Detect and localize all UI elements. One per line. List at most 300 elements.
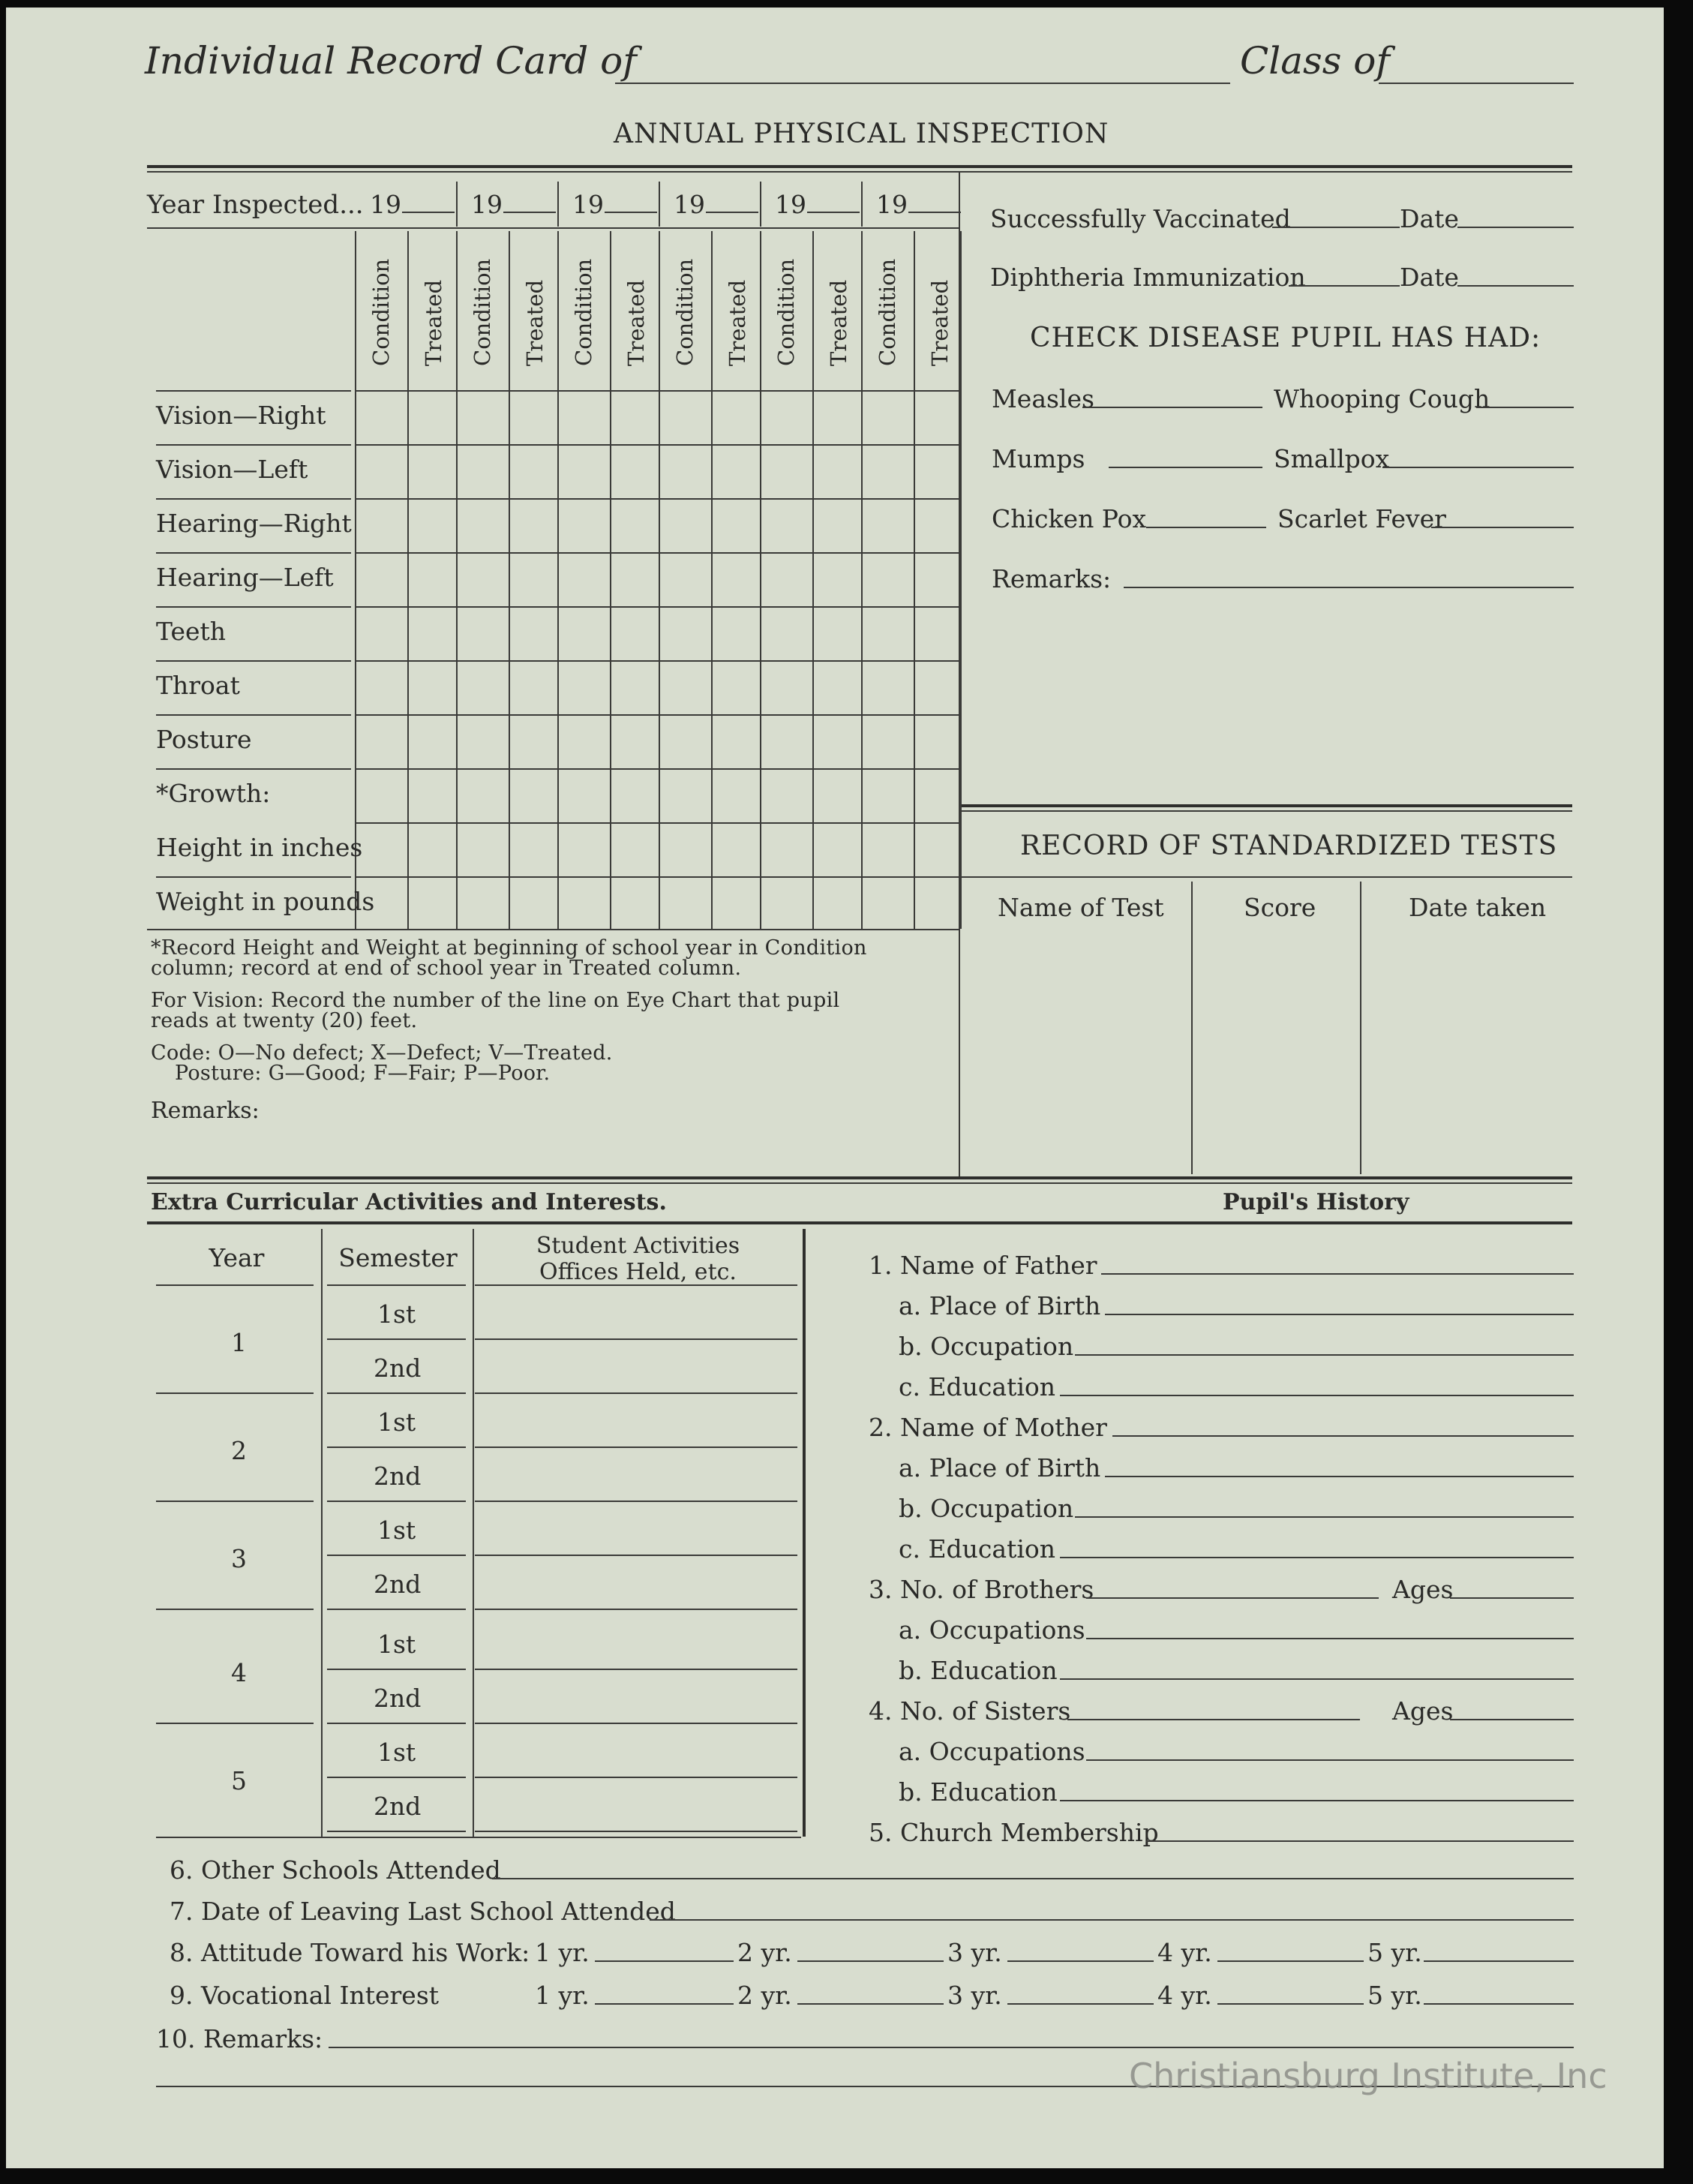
- grid-cell[interactable]: [611, 393, 657, 441]
- grid-cell[interactable]: [356, 447, 406, 495]
- grid-cell[interactable]: [814, 663, 860, 711]
- grid-cell[interactable]: [713, 447, 758, 495]
- grid-cell[interactable]: [559, 555, 608, 603]
- vaccinated-date-label: Date: [1400, 204, 1459, 233]
- year-end-rule: [156, 1609, 314, 1610]
- grid-cell[interactable]: [814, 771, 860, 819]
- grid-cell[interactable]: [915, 771, 959, 819]
- attitude-3yr: 3 yr.: [947, 1938, 1002, 1967]
- attitude-4yr: 4 yr.: [1157, 1938, 1212, 1967]
- grid-cell[interactable]: [863, 555, 912, 603]
- diphtheria-label: Diphtheria Immunization: [990, 263, 1306, 292]
- grid-cell[interactable]: [559, 447, 608, 495]
- history-item-2: b. Occupation: [899, 1332, 1074, 1361]
- middle-rule: [147, 1176, 1572, 1179]
- grid-cell[interactable]: [863, 717, 912, 765]
- ages-line[interactable]: [1450, 1597, 1574, 1599]
- year-inspected-label: Year Inspected...: [147, 190, 364, 220]
- sem-mid-rule: [327, 1555, 466, 1556]
- yr-line[interactable]: [595, 1960, 734, 1962]
- history-item-14: 5. Church Membership: [869, 1818, 1159, 1847]
- yr-line[interactable]: [1217, 1960, 1364, 1962]
- sem-end-rule: [327, 1392, 466, 1394]
- other-schools-label: 6. Other Schools Attended: [170, 1855, 501, 1885]
- grid-row-rule: [355, 444, 959, 446]
- grid-cell[interactable]: [713, 717, 758, 765]
- year-19-5: 19: [775, 190, 806, 219]
- inspection-remarks: Remarks:: [151, 1098, 260, 1124]
- year-blank-4[interactable]: [706, 212, 758, 213]
- row-rule: [156, 498, 351, 500]
- grid-cell[interactable]: [915, 393, 959, 441]
- year-divider: [760, 182, 761, 227]
- note-2b: reads at twenty (20) feet.: [151, 1009, 418, 1032]
- note-1a: *Record Height and Weight at beginning of school year in Condition: [151, 936, 867, 960]
- tests-title: RECORD OF STANDARDIZED TESTS: [1020, 831, 1558, 861]
- grid-cell[interactable]: [409, 879, 455, 927]
- grid-cell[interactable]: [356, 879, 406, 927]
- history-line[interactable]: [1112, 1435, 1574, 1437]
- grid-cell[interactable]: [458, 555, 507, 603]
- grid-cell[interactable]: [660, 663, 710, 711]
- grid-cell[interactable]: [458, 393, 507, 441]
- inspection-row-3: Hearing—Left: [156, 563, 334, 592]
- history-line[interactable]: [1086, 1759, 1574, 1761]
- grid-cell[interactable]: [611, 879, 657, 927]
- row-rule: [156, 444, 351, 446]
- grid-cell[interactable]: [915, 447, 959, 495]
- row-rule: [156, 660, 351, 662]
- other-schools-line[interactable]: [492, 1878, 1574, 1879]
- grid-cell[interactable]: [611, 825, 657, 873]
- grid-cell[interactable]: [510, 555, 556, 603]
- grid-cell[interactable]: [356, 609, 406, 657]
- year-19-1: 19: [370, 190, 401, 219]
- grid-cell[interactable]: [458, 663, 507, 711]
- mumps-line[interactable]: [1109, 467, 1262, 468]
- treated-header: Treated: [421, 279, 446, 366]
- grid-cell[interactable]: [814, 501, 860, 549]
- yr-line[interactable]: [797, 2003, 944, 2005]
- year-blank-2[interactable]: [503, 212, 556, 213]
- sem-end-rule: [327, 1831, 466, 1832]
- yr-line[interactable]: [1424, 2003, 1574, 2005]
- grid-cell[interactable]: [761, 825, 811, 873]
- year-blank-3[interactable]: [605, 212, 657, 213]
- ages-line[interactable]: [1450, 1719, 1574, 1720]
- act-divider-3: [803, 1229, 806, 1837]
- chicken-pox-line[interactable]: [1146, 527, 1266, 528]
- row-rule: [156, 714, 351, 716]
- measles-label: Measles: [992, 384, 1094, 413]
- grid-cell[interactable]: [356, 501, 406, 549]
- grid-cell[interactable]: [915, 717, 959, 765]
- posture-code-note: Posture: G—Good; F—Fair; P—Poor.: [175, 1062, 551, 1085]
- test-name-header: Name of Test: [998, 893, 1164, 922]
- grid-cell[interactable]: [458, 825, 507, 873]
- year-row-rule: [147, 227, 959, 229]
- grid-cell[interactable]: [409, 609, 455, 657]
- activity-year-5: 5: [231, 1766, 247, 1795]
- bottom-remarks-line[interactable]: [329, 2047, 1574, 2048]
- health-remarks-line[interactable]: [1124, 587, 1574, 588]
- offices-line[interactable]: [475, 1555, 797, 1556]
- semester-2nd: 2nd: [374, 1462, 422, 1491]
- card-title: Individual Record Card of: [145, 39, 637, 83]
- year-19-4: 19: [674, 190, 705, 219]
- yr-line[interactable]: [595, 2003, 734, 2005]
- smallpox-line[interactable]: [1382, 467, 1574, 468]
- grid-row-rule: [355, 606, 959, 608]
- grid-cell[interactable]: [915, 825, 959, 873]
- grid-cell[interactable]: [915, 501, 959, 549]
- grid-cell[interactable]: [915, 879, 959, 927]
- sem-mid-rule: [327, 1338, 466, 1340]
- grid-cell[interactable]: [409, 555, 455, 603]
- grid-cell[interactable]: [814, 393, 860, 441]
- history-line[interactable]: [1086, 1597, 1379, 1599]
- history-item-12: a. Occupations: [899, 1737, 1085, 1766]
- tests-col-divider-2: [1360, 882, 1361, 1174]
- offices-line[interactable]: [475, 1446, 797, 1448]
- grid-cell[interactable]: [510, 717, 556, 765]
- class-line[interactable]: [1379, 83, 1574, 84]
- history-line[interactable]: [1075, 1516, 1574, 1518]
- activities-title: Extra Curricular Activities and Interests.: [151, 1189, 667, 1215]
- grid-cell[interactable]: [559, 609, 608, 657]
- history-line[interactable]: [1101, 1273, 1574, 1275]
- history-line[interactable]: [1067, 1719, 1360, 1720]
- row-rule: [156, 768, 351, 770]
- vocational-4yr: 4 yr.: [1157, 1981, 1212, 2010]
- inspection-row-1: Vision—Left: [156, 455, 308, 484]
- vaccinated-date-line[interactable]: [1457, 227, 1574, 228]
- grid-cell[interactable]: [510, 393, 556, 441]
- grid-cell[interactable]: [660, 879, 710, 927]
- grid-cell[interactable]: [510, 447, 556, 495]
- grid-cell[interactable]: [510, 501, 556, 549]
- sem-mid-rule: [327, 1777, 466, 1778]
- code-note: Code: O—No defect; X—Defect; V—Treated.: [151, 1041, 613, 1065]
- history-line[interactable]: [1075, 1354, 1574, 1356]
- activities-semester-header: Semester: [338, 1243, 458, 1272]
- grid-cell[interactable]: [713, 771, 758, 819]
- grid-cell[interactable]: [761, 609, 811, 657]
- grid-cell[interactable]: [660, 609, 710, 657]
- grid-cell[interactable]: [409, 771, 455, 819]
- grid-cell[interactable]: [761, 717, 811, 765]
- grid-cell[interactable]: [863, 663, 912, 711]
- act-divider-2: [473, 1229, 474, 1837]
- grid-cell[interactable]: [713, 609, 758, 657]
- grid-cell[interactable]: [356, 663, 406, 711]
- grid-cell[interactable]: [559, 393, 608, 441]
- tests-rule-top: [960, 804, 1572, 807]
- history-line[interactable]: [1105, 1476, 1574, 1477]
- condition-header: Condition: [571, 258, 596, 366]
- activity-year-4: 4: [231, 1658, 247, 1687]
- grid-cell[interactable]: [458, 771, 507, 819]
- grid-cell[interactable]: [814, 555, 860, 603]
- measles-line[interactable]: [1082, 407, 1262, 408]
- grid-cell[interactable]: [660, 393, 710, 441]
- condition-header: Condition: [672, 258, 698, 366]
- grid-cell[interactable]: [409, 825, 455, 873]
- semester-2nd: 2nd: [374, 1353, 422, 1383]
- grid-cell[interactable]: [814, 609, 860, 657]
- whooping-label: Whooping Cough: [1274, 384, 1490, 413]
- grid-cell[interactable]: [863, 825, 912, 873]
- grid-cell[interactable]: [611, 501, 657, 549]
- grid-cell[interactable]: [713, 825, 758, 873]
- grid-row-rule: [355, 876, 959, 878]
- row-label-rule: [156, 390, 351, 392]
- grid-cell[interactable]: [660, 771, 710, 819]
- mumps-label: Mumps: [992, 444, 1085, 473]
- grid-cell[interactable]: [510, 609, 556, 657]
- grid-cell[interactable]: [611, 447, 657, 495]
- grid-cell[interactable]: [863, 609, 912, 657]
- grid-row-rule: [355, 768, 959, 770]
- history-item-11: 4. No. of Sisters: [869, 1696, 1071, 1726]
- grid-cell[interactable]: [713, 879, 758, 927]
- grid-cell[interactable]: [863, 447, 912, 495]
- top-rule-thin: [147, 171, 1572, 173]
- grid-cell[interactable]: [713, 501, 758, 549]
- act-year-rule: [156, 1284, 314, 1286]
- year-end-rule: [156, 1723, 314, 1724]
- diphtheria-date-label: Date: [1400, 263, 1459, 292]
- offices-line[interactable]: [475, 1669, 797, 1670]
- leaving-line[interactable]: [650, 1919, 1574, 1921]
- yr-line[interactable]: [1007, 1960, 1154, 1962]
- grid-cell[interactable]: [915, 663, 959, 711]
- vaccinated-line[interactable]: [1272, 227, 1400, 228]
- year-blank-1[interactable]: [402, 212, 455, 213]
- grid-cell[interactable]: [356, 393, 406, 441]
- grid-cell[interactable]: [713, 663, 758, 711]
- history-line[interactable]: [1060, 1395, 1574, 1396]
- yr-line[interactable]: [797, 1960, 944, 1962]
- grid-cell[interactable]: [458, 609, 507, 657]
- grid-cell[interactable]: [814, 825, 860, 873]
- history-title: Pupil's History: [1223, 1189, 1409, 1215]
- grid-cell[interactable]: [863, 879, 912, 927]
- grid-cell[interactable]: [458, 717, 507, 765]
- year-divider: [659, 182, 660, 227]
- bottom-remarks-label: 10. Remarks:: [156, 2024, 323, 2053]
- grid-cell[interactable]: [559, 771, 608, 819]
- sem-mid-rule: [327, 1669, 466, 1670]
- year-end-rule: [156, 1392, 314, 1394]
- attitude-1yr: 1 yr.: [535, 1938, 590, 1967]
- grid-cell[interactable]: [409, 663, 455, 711]
- semester-1st: 1st: [377, 1407, 416, 1437]
- grid-cell[interactable]: [510, 825, 556, 873]
- grid-cell[interactable]: [559, 717, 608, 765]
- grid-row-rule: [355, 498, 959, 500]
- grid-cell[interactable]: [458, 879, 507, 927]
- sem-end-rule: [327, 1609, 466, 1610]
- grid-cell[interactable]: [761, 663, 811, 711]
- history-line[interactable]: [1060, 1800, 1574, 1801]
- sem-mid-rule: [327, 1446, 466, 1448]
- grid-cell[interactable]: [761, 501, 811, 549]
- grid-cell[interactable]: [409, 393, 455, 441]
- grid-cell[interactable]: [356, 555, 406, 603]
- grid-cell[interactable]: [660, 717, 710, 765]
- attitude-label: 8. Attitude Toward his Work:: [170, 1938, 530, 1967]
- grid-row-rule: [355, 660, 959, 662]
- grid-cell[interactable]: [458, 501, 507, 549]
- grid-cell[interactable]: [814, 447, 860, 495]
- vocational-3yr: 3 yr.: [947, 1981, 1002, 2010]
- activity-year-3: 3: [231, 1544, 247, 1573]
- grid-cell[interactable]: [510, 663, 556, 711]
- offices-line[interactable]: [475, 1501, 797, 1502]
- inspection-row-7: *Growth:: [156, 779, 271, 808]
- history-line[interactable]: [1060, 1678, 1574, 1680]
- grid-cell[interactable]: [356, 771, 406, 819]
- year-blank-5[interactable]: [807, 212, 860, 213]
- history-line[interactable]: [1086, 1638, 1574, 1639]
- offices-line[interactable]: [475, 1609, 797, 1610]
- grid-cell[interactable]: [915, 555, 959, 603]
- offices-line[interactable]: [475, 1831, 797, 1832]
- grid-cell[interactable]: [660, 501, 710, 549]
- offices-header: Offices Held, etc.: [539, 1259, 737, 1285]
- year-19-6: 19: [876, 190, 908, 219]
- grid-cell[interactable]: [863, 501, 912, 549]
- grid-cell[interactable]: [814, 717, 860, 765]
- row-rule: [156, 552, 351, 554]
- grid-cell[interactable]: [814, 879, 860, 927]
- grid-cell[interactable]: [356, 825, 406, 873]
- grid-cell[interactable]: [559, 663, 608, 711]
- year-divider: [557, 182, 559, 227]
- treated-header: Treated: [522, 279, 548, 366]
- vocational-1yr: 1 yr.: [535, 1981, 590, 2010]
- student-activities-header: Student Activities: [536, 1233, 740, 1259]
- history-item-4: 2. Name of Mother: [869, 1413, 1107, 1442]
- grid-cell[interactable]: [409, 501, 455, 549]
- grid-cell[interactable]: [761, 555, 811, 603]
- history-item-9: a. Occupations: [899, 1615, 1085, 1645]
- grid-cell[interactable]: [611, 717, 657, 765]
- yr-line[interactable]: [1217, 2003, 1364, 2005]
- grid-cell[interactable]: [611, 663, 657, 711]
- grid-row-rule: [355, 714, 959, 716]
- diphtheria-line[interactable]: [1289, 285, 1400, 287]
- history-line[interactable]: [1060, 1557, 1574, 1558]
- grid-cell[interactable]: [863, 393, 912, 441]
- check-disease-title: CHECK DISEASE PUPIL HAS HAD:: [1030, 323, 1541, 353]
- note-2a: For Vision: Record the number of the line on Eye Chart that pupil: [151, 989, 840, 1012]
- history-item-0: 1. Name of Father: [869, 1251, 1097, 1280]
- whooping-line[interactable]: [1476, 407, 1574, 408]
- yr-line[interactable]: [1007, 2003, 1154, 2005]
- grid-cell[interactable]: [458, 447, 507, 495]
- treated-header: Treated: [725, 279, 750, 366]
- act-bottom-rule: [156, 1837, 801, 1838]
- grid-cell[interactable]: [761, 447, 811, 495]
- test-score-header: Score: [1244, 893, 1316, 922]
- grid-cell[interactable]: [510, 879, 556, 927]
- treated-header: Treated: [826, 279, 851, 366]
- grid-cell[interactable]: [409, 447, 455, 495]
- diphtheria-date-line[interactable]: [1457, 285, 1574, 287]
- watermark: Christiansburg Institute, Inc: [1129, 2056, 1607, 2096]
- grid-header-rule: [355, 390, 959, 392]
- yr-line[interactable]: [1424, 1960, 1574, 1962]
- middle-rule-thin: [147, 1182, 1572, 1184]
- scarlet-fever-line[interactable]: [1431, 527, 1574, 528]
- tests-rule-top-thin: [960, 810, 1572, 812]
- year-end-rule: [156, 1501, 314, 1502]
- grid-cell[interactable]: [863, 771, 912, 819]
- grid-cell[interactable]: [559, 825, 608, 873]
- grid-cell[interactable]: [660, 555, 710, 603]
- grid-cell[interactable]: [660, 447, 710, 495]
- row-rule: [156, 876, 351, 878]
- grid-cell[interactable]: [559, 501, 608, 549]
- year-divider: [861, 182, 863, 227]
- name-line[interactable]: [615, 83, 1230, 84]
- condition-header: Condition: [875, 258, 900, 366]
- row-rule: [156, 606, 351, 608]
- chicken-pox-label: Chicken Pox: [992, 504, 1147, 533]
- grid-cell[interactable]: [559, 879, 608, 927]
- sem-end-rule: [327, 1723, 466, 1724]
- offices-line[interactable]: [475, 1777, 797, 1778]
- grid-cell[interactable]: [761, 879, 811, 927]
- grid-cell[interactable]: [611, 771, 657, 819]
- grid-cell[interactable]: [409, 717, 455, 765]
- vocational-label: 9. Vocational Interest: [170, 1981, 440, 2010]
- treated-header: Treated: [623, 279, 649, 366]
- history-line[interactable]: [1105, 1314, 1574, 1315]
- grid-cell[interactable]: [713, 555, 758, 603]
- grid-cell[interactable]: [761, 771, 811, 819]
- tests-header-rule: [960, 876, 1572, 878]
- offices-line[interactable]: [475, 1723, 797, 1724]
- year-19-2: 19: [471, 190, 503, 219]
- grid-cell[interactable]: [356, 717, 406, 765]
- grid-cell[interactable]: [761, 393, 811, 441]
- history-ages: Ages: [1392, 1696, 1454, 1726]
- grid-column-line: [960, 231, 962, 929]
- history-item-7: c. Education: [899, 1534, 1056, 1564]
- act-offices-rule: [475, 1284, 797, 1286]
- grid-bottom-rule: [147, 929, 959, 930]
- grid-cell[interactable]: [915, 609, 959, 657]
- grid-cell[interactable]: [510, 771, 556, 819]
- grid-cell[interactable]: [713, 393, 758, 441]
- offices-line[interactable]: [475, 1338, 797, 1340]
- activity-year-2: 2: [231, 1436, 247, 1465]
- grid-cell[interactable]: [660, 825, 710, 873]
- class-label: Class of: [1240, 39, 1390, 83]
- year-blank-6[interactable]: [908, 212, 961, 213]
- grid-cell[interactable]: [611, 555, 657, 603]
- grid-row-rule: [355, 822, 959, 824]
- offices-line[interactable]: [475, 1392, 797, 1394]
- inspection-row-8: Height in inches: [156, 833, 363, 862]
- history-item-13: b. Education: [899, 1777, 1058, 1807]
- grid-cell[interactable]: [611, 609, 657, 657]
- history-line[interactable]: [1146, 1840, 1574, 1842]
- vocational-5yr: 5 yr.: [1367, 1981, 1422, 2010]
